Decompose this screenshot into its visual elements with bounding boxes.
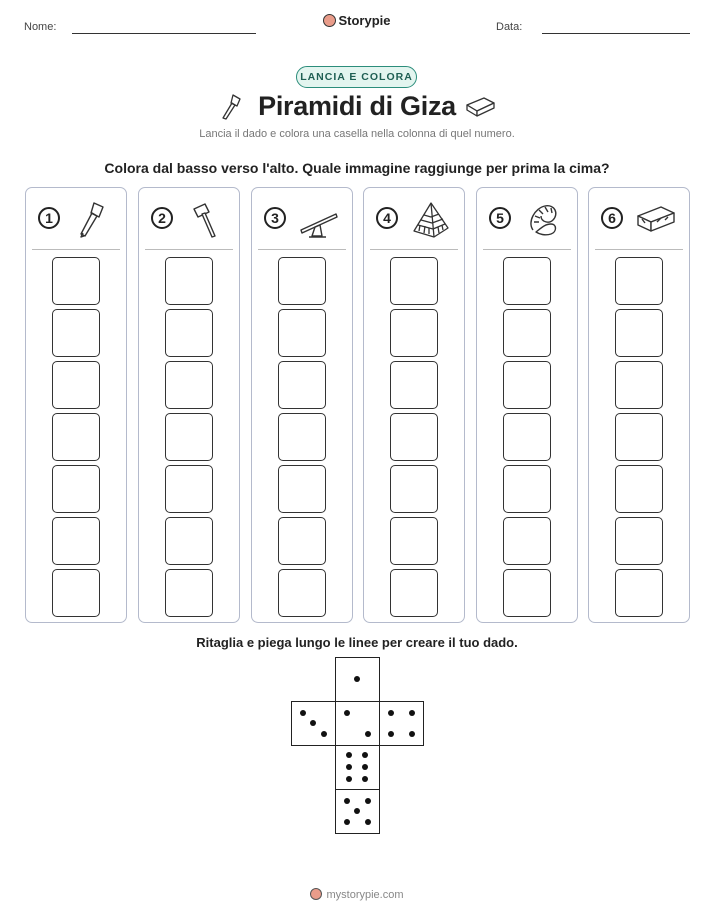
column-6 [588,187,690,623]
color-cell[interactable] [615,569,663,617]
column-3 [251,187,353,623]
color-cell[interactable] [503,257,551,305]
dice-face-4 [379,701,424,746]
brand-logo [0,13,714,28]
dice-face-2 [335,701,380,746]
dice-face-6 [335,745,380,790]
column-divider [145,249,233,250]
column-number: 4 [376,207,398,229]
color-cell[interactable] [278,517,326,565]
color-cell[interactable] [503,413,551,461]
page-subtitle: Lancia il dado e colora una casella nella colonna di quel numero. [199,128,515,140]
stone-block-icon [635,200,677,240]
column-divider [32,249,120,250]
column-divider [483,249,571,250]
hammer-icon [185,200,227,240]
color-cell[interactable] [503,517,551,565]
mascot-icon [310,888,322,900]
color-cell[interactable] [278,569,326,617]
column-divider [370,249,458,250]
column-5 [476,187,578,623]
color-cell[interactable] [52,465,100,513]
dice-pip [344,819,350,825]
chisel-icon [72,200,114,240]
color-cell[interactable] [503,361,551,409]
dice-pip [344,798,350,804]
page-title: Piramidi di Giza [258,91,456,121]
dice-pip [362,776,368,782]
dice-pip [354,808,360,814]
cut-instruction: Ritaglia e piega lungo le linee per creare il tuo dado. [196,635,518,650]
color-cell[interactable] [503,569,551,617]
color-cell[interactable] [52,517,100,565]
column-number: 2 [151,207,173,229]
color-cell[interactable] [390,257,438,305]
dice-pip [346,764,352,770]
color-cell[interactable] [278,257,326,305]
color-cell[interactable] [390,569,438,617]
dice-pip [344,710,350,716]
column-2 [138,187,240,623]
dice-face-5 [335,789,380,834]
color-cell[interactable] [503,465,551,513]
color-cell[interactable] [165,569,213,617]
mascot-icon [323,14,336,27]
color-cell[interactable] [615,257,663,305]
column-number: 3 [264,207,286,229]
dice-pip [409,710,415,716]
color-cell[interactable] [165,465,213,513]
dice-face-1 [335,657,380,702]
footer [0,888,714,901]
dice-pip [300,710,306,716]
column-divider [595,249,683,250]
dice-pip [310,720,316,726]
dice-face-3 [291,701,336,746]
brand-name: Storypie [338,13,391,28]
column-4 [363,187,465,623]
footer-url[interactable]: mystorypie.com [326,889,404,901]
color-cell[interactable] [52,361,100,409]
dice-pip [365,798,371,804]
color-cell[interactable] [615,413,663,461]
name-field-line[interactable] [72,33,256,34]
column-divider [258,249,346,250]
color-cell[interactable] [165,413,213,461]
color-cell[interactable] [52,413,100,461]
dice-pip [346,752,352,758]
pyramid-icon [410,200,452,240]
color-cell[interactable] [278,361,326,409]
color-cell[interactable] [165,517,213,565]
activity-badge: LANCIA E COLORA [296,66,417,88]
color-cell[interactable] [615,517,663,565]
color-cell[interactable] [390,413,438,461]
dice-pip [409,731,415,737]
dice-pip [365,731,371,737]
column-number: 1 [38,207,60,229]
color-cell[interactable] [390,517,438,565]
dice-pip [388,710,394,716]
color-cell[interactable] [615,361,663,409]
dice-pip [346,776,352,782]
dice-pip [321,731,327,737]
color-cell[interactable] [390,465,438,513]
color-cell[interactable] [390,361,438,409]
dice-pip [362,764,368,770]
rope-icon [523,200,565,240]
color-cell[interactable] [165,257,213,305]
color-cell[interactable] [165,361,213,409]
date-label: Data: [496,21,523,33]
color-cell[interactable] [503,309,551,357]
stone-block-icon [464,94,496,118]
column-number: 5 [489,207,511,229]
color-cell[interactable] [615,309,663,357]
dice-pip [362,752,368,758]
color-cell[interactable] [165,309,213,357]
lever-icon [298,200,340,240]
color-cell[interactable] [278,413,326,461]
coloring-instruction: Colora dal basso verso l'alto. Quale immagine raggiunge per prima la cima? [104,160,610,176]
color-cell[interactable] [52,257,100,305]
color-cell[interactable] [52,309,100,357]
dice-pip [354,676,360,682]
column-1 [25,187,127,623]
color-cell[interactable] [615,465,663,513]
date-field-line[interactable] [542,33,690,34]
column-number: 6 [601,207,623,229]
color-cell[interactable] [390,309,438,357]
color-cell[interactable] [278,309,326,357]
name-label: Nome: [24,21,57,33]
color-cell[interactable] [52,569,100,617]
dice-pip [365,819,371,825]
color-cell[interactable] [278,465,326,513]
dice-pip [388,731,394,737]
